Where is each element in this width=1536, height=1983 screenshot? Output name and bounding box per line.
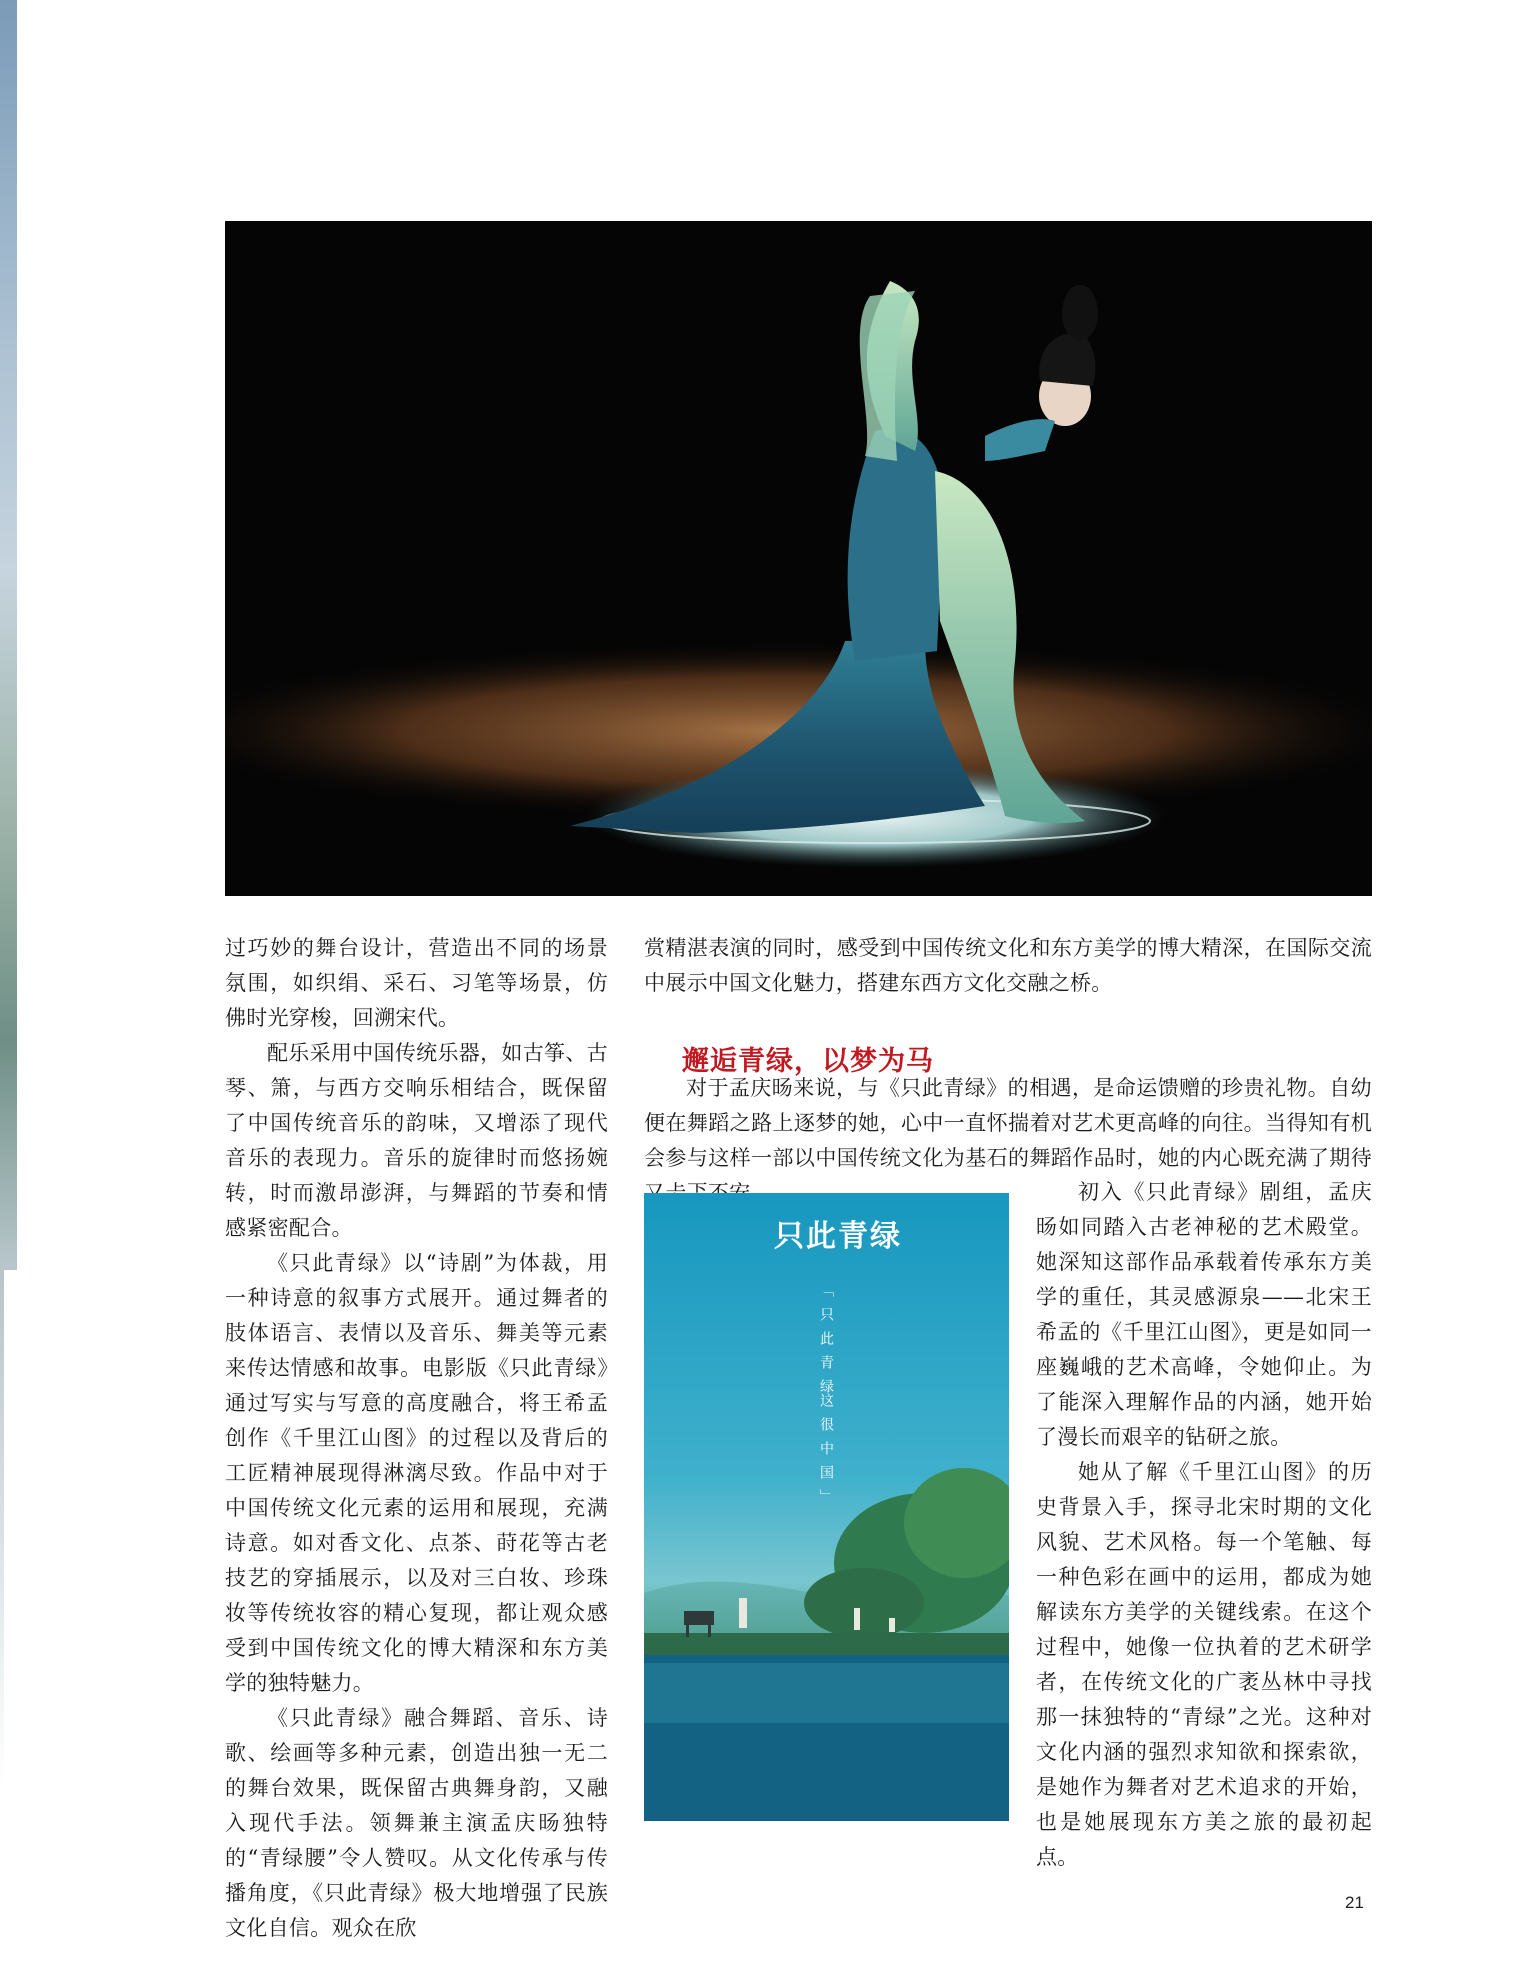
- section-heading: 邂逅青绿，以梦为马: [682, 1046, 934, 1077]
- paragraph: 她从了解《千里江山图》的历史背景入手，探寻北宋时期的文化风貌、艺术风格。每一个笔触、每一种色彩在画中的运用，都成为她解读东方美学的关键线索。在这个过程中，她像一位执着的艺术研学者，在传统文化的广袤丛林中寻找那一抹独特的“青绿”之光。这种对文化内涵的强烈求知欲和探索欲，是她作为舞者对艺术追求的开始，也是她展现东方美之旅的最初起点。: [1036, 1460, 1372, 1869]
- paragraph: 初入《只此青绿》剧组，孟庆旸如同踏入古老神秘的艺术殿堂。她深知这部作品承载着传承东方美学的重任，其灵感源泉——北宋王希孟的《千里江山图》，更是如同一座巍峨的艺术高峰，令她仰止。为了能深入理解作品的内涵，她开始了漫长而艰辛的钻研之旅。: [1036, 1180, 1372, 1449]
- dancer-stage-photo: [225, 221, 1372, 896]
- poster-title: 只此青绿: [774, 1219, 902, 1254]
- paragraph: 《只此青绿》融合舞蹈、音乐、诗歌、绘画等多种元素，创造出独一无二的舞台效果，既保留古典舞身韵，又融入现代手法。领舞兼主演孟庆旸独特的“青绿腰”令人赞叹。从文化传承与传播角度，《只此青绿》极大地增强了民族文化自信。观众在欣: [225, 1706, 608, 1940]
- paragraph: 《只此青绿》以“诗剧”为体裁，用一种诗意的叙事方式展开。通过舞者的肢体语言、表情以及音乐、舞美等元素来传达情感和故事。电影版《只此青绿》通过写实与写意的高度融合，将王希孟创作《千里江山图》的过程以及背后的工匠精神展现得淋漓尽致。作品中对于中国传统文化元素的运用和展现，充满诗意。如对香文化、点茶、莳花等古老技艺的穿插展示，以及对三白妆、珍珠妆等传统妆容的精心复现，都让观众感受到中国传统文化的博大精深和东方美学的独特魅力。: [225, 1251, 608, 1695]
- adjacent-page-edge-lower: [0, 1270, 4, 1790]
- column-2-continuation: [644, 931, 1372, 1001]
- column-3: [1036, 1175, 1372, 1875]
- dancer-illustration: [225, 221, 1372, 896]
- poster-vertical-tagline-2: 这很中国」: [818, 1393, 834, 1513]
- adjacent-page-edge: [0, 0, 17, 1270]
- poster-vertical-tagline-1: 「只此青绿: [818, 1283, 834, 1403]
- paragraph: 赏精湛表演的同时，感受到中国传统文化和东方美学的博大精深，在国际交流中展示中国文化魅力，搭建东西方文化交融之桥。: [644, 936, 1372, 995]
- page-number: 21: [1345, 1893, 1364, 1912]
- column-1: [225, 931, 608, 1946]
- film-poster: [644, 1193, 1009, 1821]
- paragraph: 过巧妙的舞台设计，营造出不同的场景氛围，如织绢、采石、习笔等场景，仿佛时光穿梭，回溯宋代。: [225, 936, 608, 1030]
- paragraph: 配乐采用中国传统乐器，如古筝、古琴、箫，与西方交响乐相结合，既保留了中国传统音乐的韵味，又增添了现代音乐的表现力。音乐的旋律时而悠扬婉转，时而激昂澎湃，与舞蹈的节奏和情感紧密配合。: [225, 1041, 608, 1240]
- paragraph: 对于孟庆旸来说，与《只此青绿》的相遇，是命运馈赠的珍贵礼物。自幼便在舞蹈之路上逐梦的她，心中一直怀揣着对艺术更高峰的向往。当得知有机会参与这样一部以中国传统文化为基石的舞蹈作品时，她的内心既充满了期待: [644, 1076, 1372, 1170]
